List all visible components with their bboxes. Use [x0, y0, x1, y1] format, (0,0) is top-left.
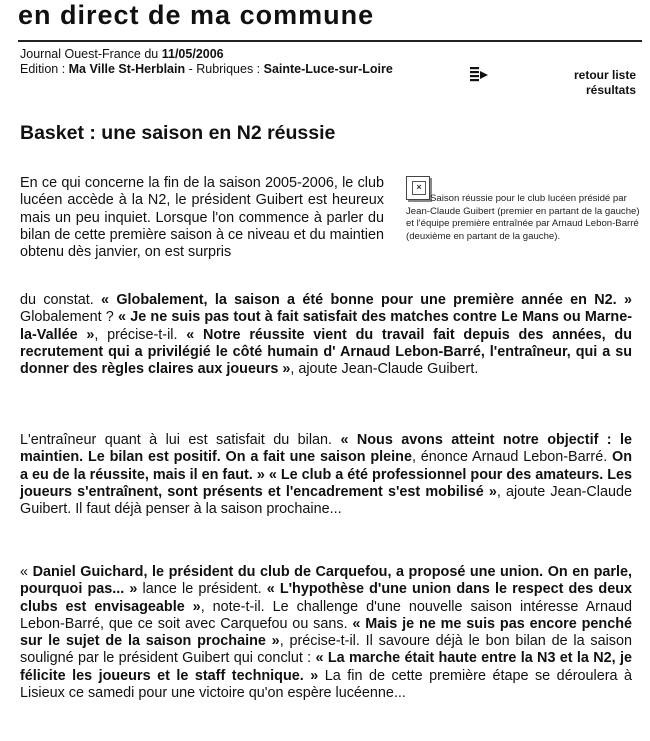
- list-arrow-icon[interactable]: [469, 66, 489, 84]
- text-run: «: [20, 564, 33, 580]
- paragraph-1-intro: [20, 175, 384, 261]
- section-banner: en direct de ma commune: [18, 0, 375, 30]
- text-run: La fin de cette première étape se déroulera à Lisieux ce samedi pour une victoire qu'on espère lucéenne...: [20, 667, 632, 702]
- text-run: , ajoute Jean-Claude Guibert. Il faut déjà penser à la saison prochaine...: [20, 483, 632, 518]
- text-run: , précise-t-il.: [94, 326, 187, 343]
- paragraph-3: [20, 564, 632, 702]
- edition-label: Edition :: [20, 62, 69, 76]
- journal-label: Journal Ouest-France du: [20, 47, 162, 61]
- text-run: , note-t-il. Le challenge d'une nouvelle saison intéresse Arnaud Lebon-Barré, que ce soit avec Carquefou ou sans.: [20, 598, 632, 632]
- text-run: , énonce Arnaud Lebon-Barré.: [411, 449, 613, 466]
- quote: « Je ne suis pas tout à fait satisfait des matches contre Le Mans ou Marne-la-Vallée »: [20, 309, 633, 343]
- text-run: L'entraîneur quant à lui est satisfait du bilan.: [20, 432, 341, 448]
- back-link-line1[interactable]: retour liste: [573, 68, 636, 82]
- quote: Daniel Guichard, le président du club de Carquefou, a proposé une union. On en parle, pourquoi pas... »: [20, 564, 632, 598]
- paragraph-2: [20, 432, 632, 518]
- paragraph-1-continued: [20, 292, 632, 378]
- publication-date: 11/05/2006: [161, 47, 224, 61]
- photo-caption: Saison réussie pour le club lucéen présidé par Jean-Claude Guibert (premier en partant de la gauche) et l'équipe première entraînée par Arnaud Lebon-Barré (deuxième en partant de la gauche).: [406, 193, 640, 242]
- quote: « Le club a été professionnel pour des amateurs. Les joueurs s'entraînent, sont présents et l'encadrement s'est mobilisé »: [20, 466, 633, 500]
- quote: On a eu de la réussite, mais il en faut. »: [20, 449, 632, 483]
- quote: « Globalement, la saison a été bonne pour une première année en N2. »: [101, 292, 633, 308]
- back-to-results-link[interactable]: [574, 68, 636, 98]
- rubriques-label: - Rubriques :: [185, 62, 264, 76]
- quote: « L'hypothèse d'une union dans le respect des deux clubs est envisageable »: [20, 581, 633, 615]
- paragraph-1-text: En ce qui concerne la fin de la saison 2005-2006, le club lucéen accède à la N2, le président Guibert est heureux mais un peu inquiet. Lorsque l'on commence à parler du bilan de cette première saison à ce niveau et du maintien obtenu dès janvier, on est surpris: [20, 175, 384, 261]
- back-link-line2[interactable]: résultats: [585, 83, 636, 97]
- article-meta: [20, 47, 460, 77]
- quote: « Nous avons atteint notre objectif : le maintien. Le bilan est positif. On a fait une saison pleine: [20, 432, 632, 466]
- text-run: , ajoute Jean-Claude Guibert.: [290, 361, 479, 378]
- quote: « Mais je ne me suis pas encore penché sur le sujet de la saison prochaine »: [20, 615, 632, 650]
- quote: « La marche était haute entre la N3 et la N2, je félicite les joueurs et le staff technique. »: [20, 650, 632, 684]
- text-run: Globalement ?: [20, 309, 118, 326]
- quote: « Notre réussite vient du travail fait depuis des années, du recrutement qui a privilégié le côté humain d' Arnaud Lebon-Barré, l'entraîneur, qui a su donner des règles claires aux joueurs »: [20, 326, 632, 378]
- text-run: lance le président.: [137, 581, 267, 598]
- banner-divider: [18, 40, 642, 42]
- text-run: du constat.: [20, 292, 102, 308]
- text-run: , précise-t-il. Il savoure déjà le bon bilan de la saison souligné par le président Guibert qui conclut :: [20, 633, 632, 667]
- broken-image-icon: ×: [412, 181, 426, 195]
- article-title: Basket : une saison en N2 réussie: [20, 122, 336, 144]
- edition-name: Ma Ville St-Herblain: [68, 62, 186, 76]
- rubrique-name: Sainte-Luce-sur-Loire: [263, 62, 393, 76]
